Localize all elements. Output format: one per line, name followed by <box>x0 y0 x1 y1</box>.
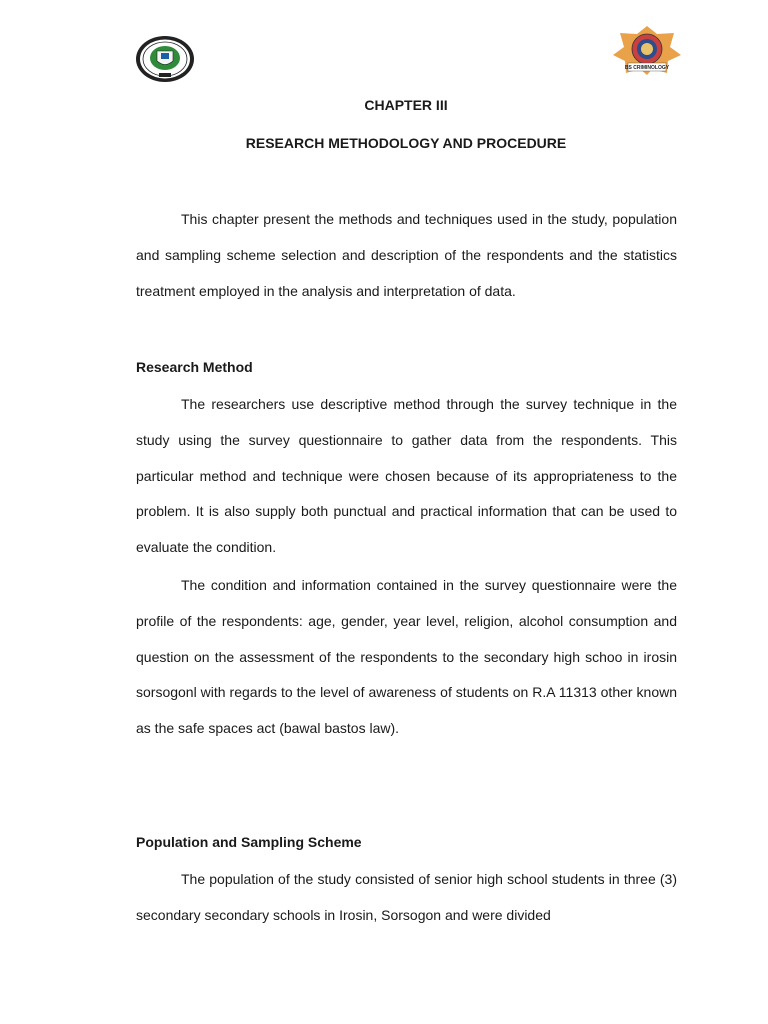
intro-paragraph <box>136 202 677 309</box>
research-method-paragraph-1 <box>136 387 677 566</box>
chapter-title: RESEARCH METHODOLOGY AND PROCEDURE <box>245 135 567 151</box>
criminology-badge-logo <box>612 25 682 75</box>
population-paragraph <box>136 862 677 934</box>
population-text: The population of the study consisted of senior high school students in three (3) secondary secondary schools in Irosin, Sorsogon and were divided <box>136 871 677 923</box>
school-seal-logo <box>135 35 195 83</box>
intro-text: This chapter present the methods and techniques used in the study, population and sampling scheme selection and description of the respondents and the statistics treatment employed in the analysis and interpretation of data. <box>136 211 677 299</box>
section-heading-research-method: Research Method <box>136 359 253 375</box>
research-method-text-1: The researchers use descriptive method through the survey technique in the study using the survey questionnaire to gather data from the respondents. This particular method and technique were chosen because of its appropriateness to the problem. It is also supply both punctual and practical information that can be used to evaluate the condition. <box>136 396 677 556</box>
chapter-label: CHAPTER III <box>364 97 448 113</box>
research-method-paragraph-2 <box>136 568 677 747</box>
section-heading-population-sampling: Population and Sampling Scheme <box>136 834 362 850</box>
research-method-text-2: The condition and information contained in the survey questionnaire were the profile of the respondents: age, gender, year level, religion, alcohol consumption and question on the assessment of the respondents to the secondary high schoo in irosin sorsogonl with regards to the level of awareness of students on R.A 11313 other known as the safe spaces act (bawal bastos law). <box>136 577 677 737</box>
badge-label: BS CRIMINOLOGY <box>624 65 670 71</box>
